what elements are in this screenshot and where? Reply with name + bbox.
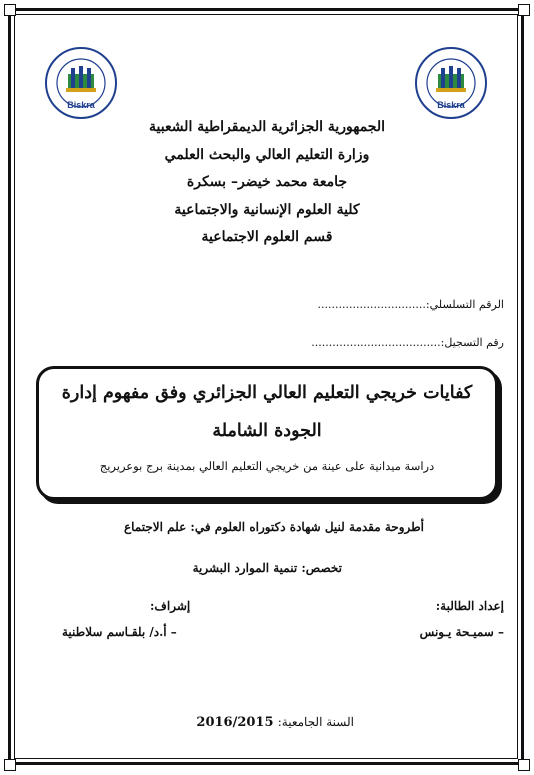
thesis-title-line2: الجودة الشاملة bbox=[212, 421, 322, 441]
academic-year bbox=[196, 715, 354, 730]
corner-ornament bbox=[518, 4, 530, 16]
header-line-republic: الجمهورية الجزائرية الديمقراطية الشعبية bbox=[148, 119, 385, 135]
prepared-by-label: إعداد الطالبة: bbox=[435, 599, 504, 613]
registration-number-label: رقم التسجيل: bbox=[440, 336, 504, 349]
serial-number-dots: ............................... bbox=[317, 298, 426, 311]
thesis-subtitle: دراسة ميدانية على عينة من خريجي التعليم العالي بمدينة برج بوعريريج bbox=[99, 459, 435, 473]
thesis-title-box bbox=[36, 366, 498, 500]
institution-header bbox=[100, 114, 434, 252]
specialization: تخصص: تنمية الموارد البشرية bbox=[192, 561, 342, 575]
serial-number-field bbox=[318, 298, 504, 311]
corner-ornament bbox=[4, 4, 16, 16]
supervision-label: إشراف: bbox=[150, 599, 191, 613]
header-line-faculty: كلية العلوم الإنسانية والاجتماعية bbox=[174, 201, 360, 218]
academic-year-value: 2016/2015 bbox=[196, 715, 274, 730]
logo-caption-right: Biskra bbox=[437, 100, 465, 110]
academic-year-label: السنة الجامعية: bbox=[277, 715, 354, 729]
corner-ornament bbox=[4, 759, 16, 771]
thesis-title-line1: كفايات خريجي التعليم العالي الجزائري وفق مفهوم إدارة bbox=[61, 383, 473, 403]
student-name: – سميـحة يـونس bbox=[419, 625, 504, 639]
registration-number-dots: ..................................... bbox=[311, 336, 441, 349]
registration-number-field bbox=[311, 336, 504, 349]
thesis-statement: أطروحة مقدمة لنيل شهادة دكتوراه العلوم في: علم الاجتماع bbox=[123, 520, 424, 534]
serial-number-label: الرقم التسلسلي: bbox=[425, 298, 504, 311]
header-line-department: قسم العلوم الاجتماعية bbox=[201, 229, 333, 245]
header-line-ministry: وزارة التعليم العالي والبحث العلمي bbox=[164, 146, 370, 163]
supervisor-name: – أ.د/ بلقـاسم سلاطنية bbox=[62, 625, 177, 639]
header-line-university: جامعة محمد خيضر– بسكرة bbox=[186, 174, 348, 190]
corner-ornament bbox=[518, 759, 530, 771]
logo-caption-left: Biskra bbox=[67, 100, 95, 110]
